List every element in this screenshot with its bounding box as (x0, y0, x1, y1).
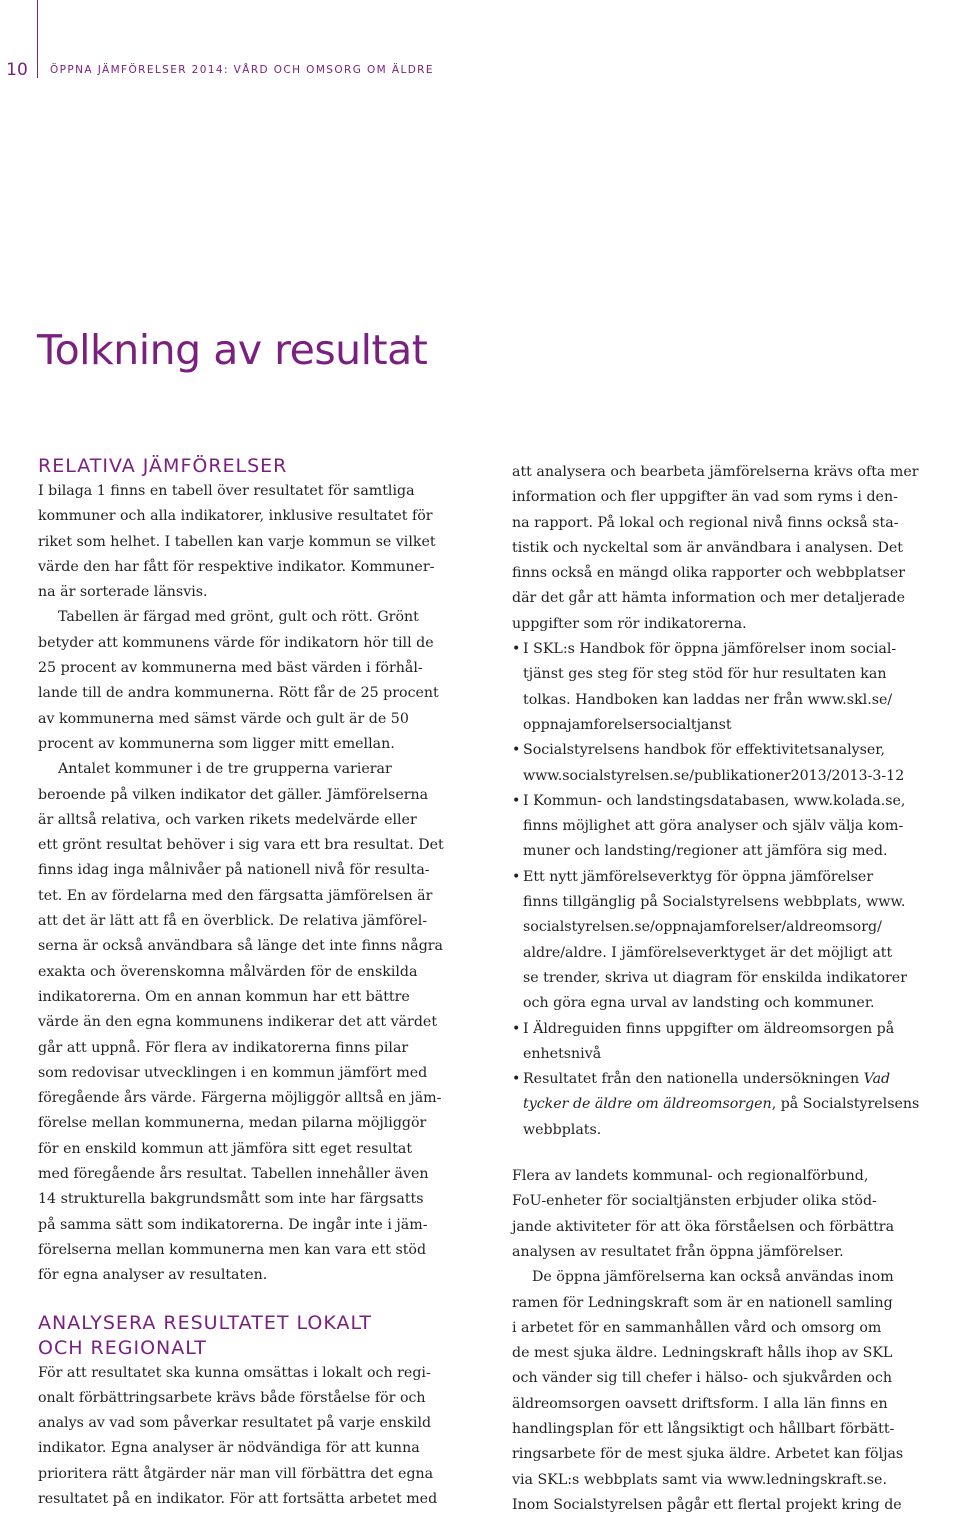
text-line: Socialstyrelsens handbok för effektivitetsanalyser, (523, 742, 886, 759)
text-line: riket som helhet. I tabellen kan varje kommun se vilket (38, 533, 436, 550)
text-line: socialstyrelsen.se/oppnajamforelser/aldreomsorg/ (523, 919, 882, 936)
left-column (38, 454, 488, 1512)
heading-line: ANALYSERA RESULTATET LOKALT (38, 1311, 373, 1334)
paragraph (512, 1164, 952, 1265)
bullet-line (512, 789, 952, 814)
text-line: där det går att hämta information och mer detaljerade (512, 590, 905, 607)
paragraph (38, 1361, 488, 1513)
text-line: föregående års värde. Färgerna möjliggör alltså en jäm- (38, 1090, 442, 1107)
text-line: finns också en mängd olika rapporter och webbplatser (512, 565, 906, 582)
text-line: de mest sjuka äldre. Ledningskraft hålls ihop av SKL (512, 1345, 893, 1362)
paragraph (38, 479, 488, 605)
text-line: jande aktiviteter för att öka förståelsen och förbättra (512, 1218, 895, 1235)
text-line: na rapport. På lokal och regional nivå finns också sta- (512, 514, 899, 531)
text-line: på samma sätt som indikatorerna. De ingår inte i jäm- (38, 1216, 428, 1233)
text-line: ringsarbete för de mest sjuka äldre. Arbetet kan följas (512, 1446, 904, 1463)
paragraph (38, 605, 488, 757)
text-line: finns tillgänglig på Socialstyrelsens webbplats, www. (523, 894, 906, 911)
text-line: information och fler uppgifter än vad som ryms i den- (512, 489, 898, 506)
text-line: na är sorterade länsvis. (38, 584, 208, 601)
paragraph-spacer (512, 1143, 952, 1164)
text-line (512, 1092, 952, 1117)
running-header: ÖPPNA JÄMFÖRELSER 2014: VÅRD OCH OMSORG OM ÄLDRE (50, 64, 434, 76)
text-line: serna är också användbara så länge det inte finns några (38, 938, 444, 955)
text-line: värde än den egna kommunens indikerar det att värdet (38, 1014, 438, 1031)
text-line: 14 strukturella bakgrundsmått som inte har färgsatts (38, 1191, 424, 1208)
bullet-item (512, 1067, 952, 1143)
page-number: 10 (6, 60, 28, 80)
bullet-item (512, 738, 952, 789)
text-line: i arbetet för en sammanhållen vård och omsorg om (512, 1319, 882, 1336)
right-column (512, 460, 952, 1518)
text-line: prioritera rätt åtgärder när man vill förbättra det egna (38, 1465, 434, 1482)
text-line: De öppna jämförelserna kan också användas inom (532, 1269, 894, 1286)
text-line: som redovisar utvecklingen i en kommun jämfört med (38, 1064, 428, 1081)
bullet-marker: • (512, 1071, 521, 1088)
text-line: betyder att kommunens värde för indikatorn hör till de (38, 634, 434, 651)
text-line: ett grönt resultat behöver i sig vara ett bra resultat. Det (38, 837, 444, 854)
bullet-marker: • (512, 868, 521, 885)
text-line: Flera av landets kommunal- och regionalförbund, (512, 1168, 869, 1185)
bullet-line (512, 1067, 952, 1092)
text-line: äldreomsorgen oavsett driftsform. I alla län finns en (512, 1395, 888, 1412)
bullet-item (512, 1017, 952, 1068)
text-line: oppnajamforelsersocialtjanst (523, 716, 732, 733)
text-line: Ett nytt jämförelseverktyg för öppna jämförelser (523, 868, 874, 885)
bullet-marker: • (512, 742, 521, 759)
text-line: av kommunerna med sämst värde och gult är de 50 (38, 710, 409, 727)
paragraph (38, 757, 488, 1288)
text-line: I bilaga 1 finns en tabell över resultatet för samtliga (38, 483, 415, 499)
text-line: resultatet på en indikator. För att fortsätta arbetet med (38, 1490, 438, 1507)
text-line: FoU-enheter för socialtjänsten erbjuder olika stöd- (512, 1193, 877, 1210)
bullet-marker: • (512, 792, 521, 809)
text-line: www.socialstyrelsen.se/publikationer2013/2013-3-12 (523, 767, 905, 784)
text-line: tet. En av fördelarna med den färgsatta jämförelsen är (38, 887, 433, 904)
text-line: För att resultatet ska kunna omsättas i lokalt och regi- (38, 1364, 431, 1381)
text-line: för egna analyser av resultaten. (38, 1267, 268, 1284)
text-line: tistik och nyckeltal som är användbara i analysen. Det (512, 539, 903, 556)
text-line: 25 procent av kommunerna med bäst värden i förhål- (38, 660, 423, 677)
text-line: muner och landsting/regioner att jämföra sig med. (523, 843, 888, 860)
bullet-line (512, 738, 952, 763)
text-line: för en enskild kommun att jämföra sitt eget resultat (38, 1140, 413, 1157)
text-line: är alltså relativa, och varken rikets medelvärde eller (38, 811, 417, 828)
bullet-line (512, 865, 952, 890)
bullet-item (512, 865, 952, 1017)
paragraph (512, 1265, 952, 1518)
text-line: aldre/aldre. I jämförelseverktyget är det möjligt att (523, 944, 893, 961)
text-line: Tabellen är färgad med grönt, gult och rött. Grönt (58, 609, 419, 626)
text-line: procent av kommunerna som ligger mitt emellan. (38, 735, 395, 752)
text-line: finns idag inga målnivåer på nationell nivå för resulta- (38, 862, 430, 879)
text-line: I Äldreguiden finns uppgifter om äldreomsorgen på (523, 1020, 895, 1037)
text-line: I Kommun- och landstingsdatabasen, www.kolada.se, (523, 792, 906, 809)
text-line: onalt förbättringsarbete krävs både förståelse för och (38, 1389, 426, 1406)
text-fragment: , på Socialstyrelsens (771, 1096, 920, 1113)
text-line: Inom Socialstyrelsen pågår ett flertal projekt kring de (512, 1496, 902, 1513)
text-line: analys av vad som påverkar resultatet på varje enskild (38, 1415, 432, 1432)
bullet-item (512, 789, 952, 865)
bullet-line (512, 637, 952, 662)
text-line: beroende på vilken indikator det gäller. Jämförelserna (38, 786, 429, 803)
text-line: att analysera och bearbeta jämförelserna krävs ofta mer (512, 464, 919, 480)
text-line: enhetsnivå (523, 1045, 602, 1062)
bullet-marker: • (512, 641, 521, 658)
text-line: indikator. Egna analyser är nödvändiga för att kunna (38, 1440, 420, 1457)
text-line: I SKL:s Handbok för öppna jämförelser inom social- (523, 641, 897, 658)
text-line: ramen för Ledningskraft som är en nationell samling (512, 1294, 893, 1311)
section-spacer (38, 1289, 488, 1311)
text-line: tjänst ges steg för steg stöd för hur resultaten kan (523, 666, 887, 683)
text-line: går att uppnå. För flera av indikatorerna finns pilar (38, 1039, 409, 1056)
text-line: och göra egna urval av landsting och kommuner. (523, 995, 875, 1012)
text-line: via SKL:s webbplats samt via www.ledningskraft.se. (512, 1471, 887, 1488)
text-line: indikatorerna. Om en annan kommun har ett bättre (38, 988, 410, 1005)
text-line: uppgifter som rör indikatorerna. (512, 615, 747, 632)
section-heading-analysera (38, 1311, 488, 1361)
text-line: kommuner och alla indikatorer, inklusive resultatet för (38, 508, 433, 525)
text-line: Antalet kommuner i de tre grupperna varierar (58, 761, 392, 778)
bullet-item (512, 637, 952, 738)
text-fragment-italic: Vad (863, 1071, 891, 1088)
text-line: förelse mellan kommunerna, medan pilarna möjliggör (38, 1115, 427, 1132)
header-divider (37, 0, 38, 78)
text-line: lande till de andra kommunerna. Rött får de 25 procent (38, 685, 439, 702)
text-line: analysen av resultatet från öppna jämförelser. (512, 1243, 844, 1260)
heading-line: OCH REGIONALT (38, 1336, 207, 1359)
section-heading-relativa: RELATIVA JÄMFÖRELSER (38, 455, 288, 477)
text-line: med föregående års resultat. Tabellen innehåller även (38, 1166, 429, 1183)
text-line: handlingsplan för ett långsiktigt och hållbart förbätt- (512, 1420, 895, 1437)
text-line: se trender, skriva ut diagram för enskilda indikatorer (523, 969, 907, 986)
text-line: tolkas. Handboken kan laddas ner från www.skl.se/ (523, 691, 893, 708)
text-fragment-italic: tycker de äldre om äldreomsorgen (523, 1096, 772, 1113)
text-line: webbplats. (523, 1121, 602, 1138)
text-line: och vänder sig till chefer i hälso- och sjukvården och (512, 1370, 893, 1387)
text-fragment: Resultatet från den nationella undersökningen (523, 1071, 864, 1088)
page-title: Tolkning av resultat (37, 326, 428, 374)
text-line: värde den har fått för respektive indikator. Kommuner- (38, 558, 435, 575)
bullet-marker: • (512, 1020, 521, 1037)
text-line: förelserna mellan kommunerna men kan vara ett stöd (38, 1241, 427, 1258)
text-line: att det är lätt att få en överblick. De relativa jämförel- (38, 913, 428, 930)
text-line: finns möjlighet att göra analyser och själv välja kom- (523, 818, 904, 835)
text-line: exakta och överenskomna målvärden för de enskilda (38, 963, 418, 980)
bullet-line (512, 1017, 952, 1042)
bullet-list (512, 637, 952, 1143)
paragraph (512, 460, 952, 637)
